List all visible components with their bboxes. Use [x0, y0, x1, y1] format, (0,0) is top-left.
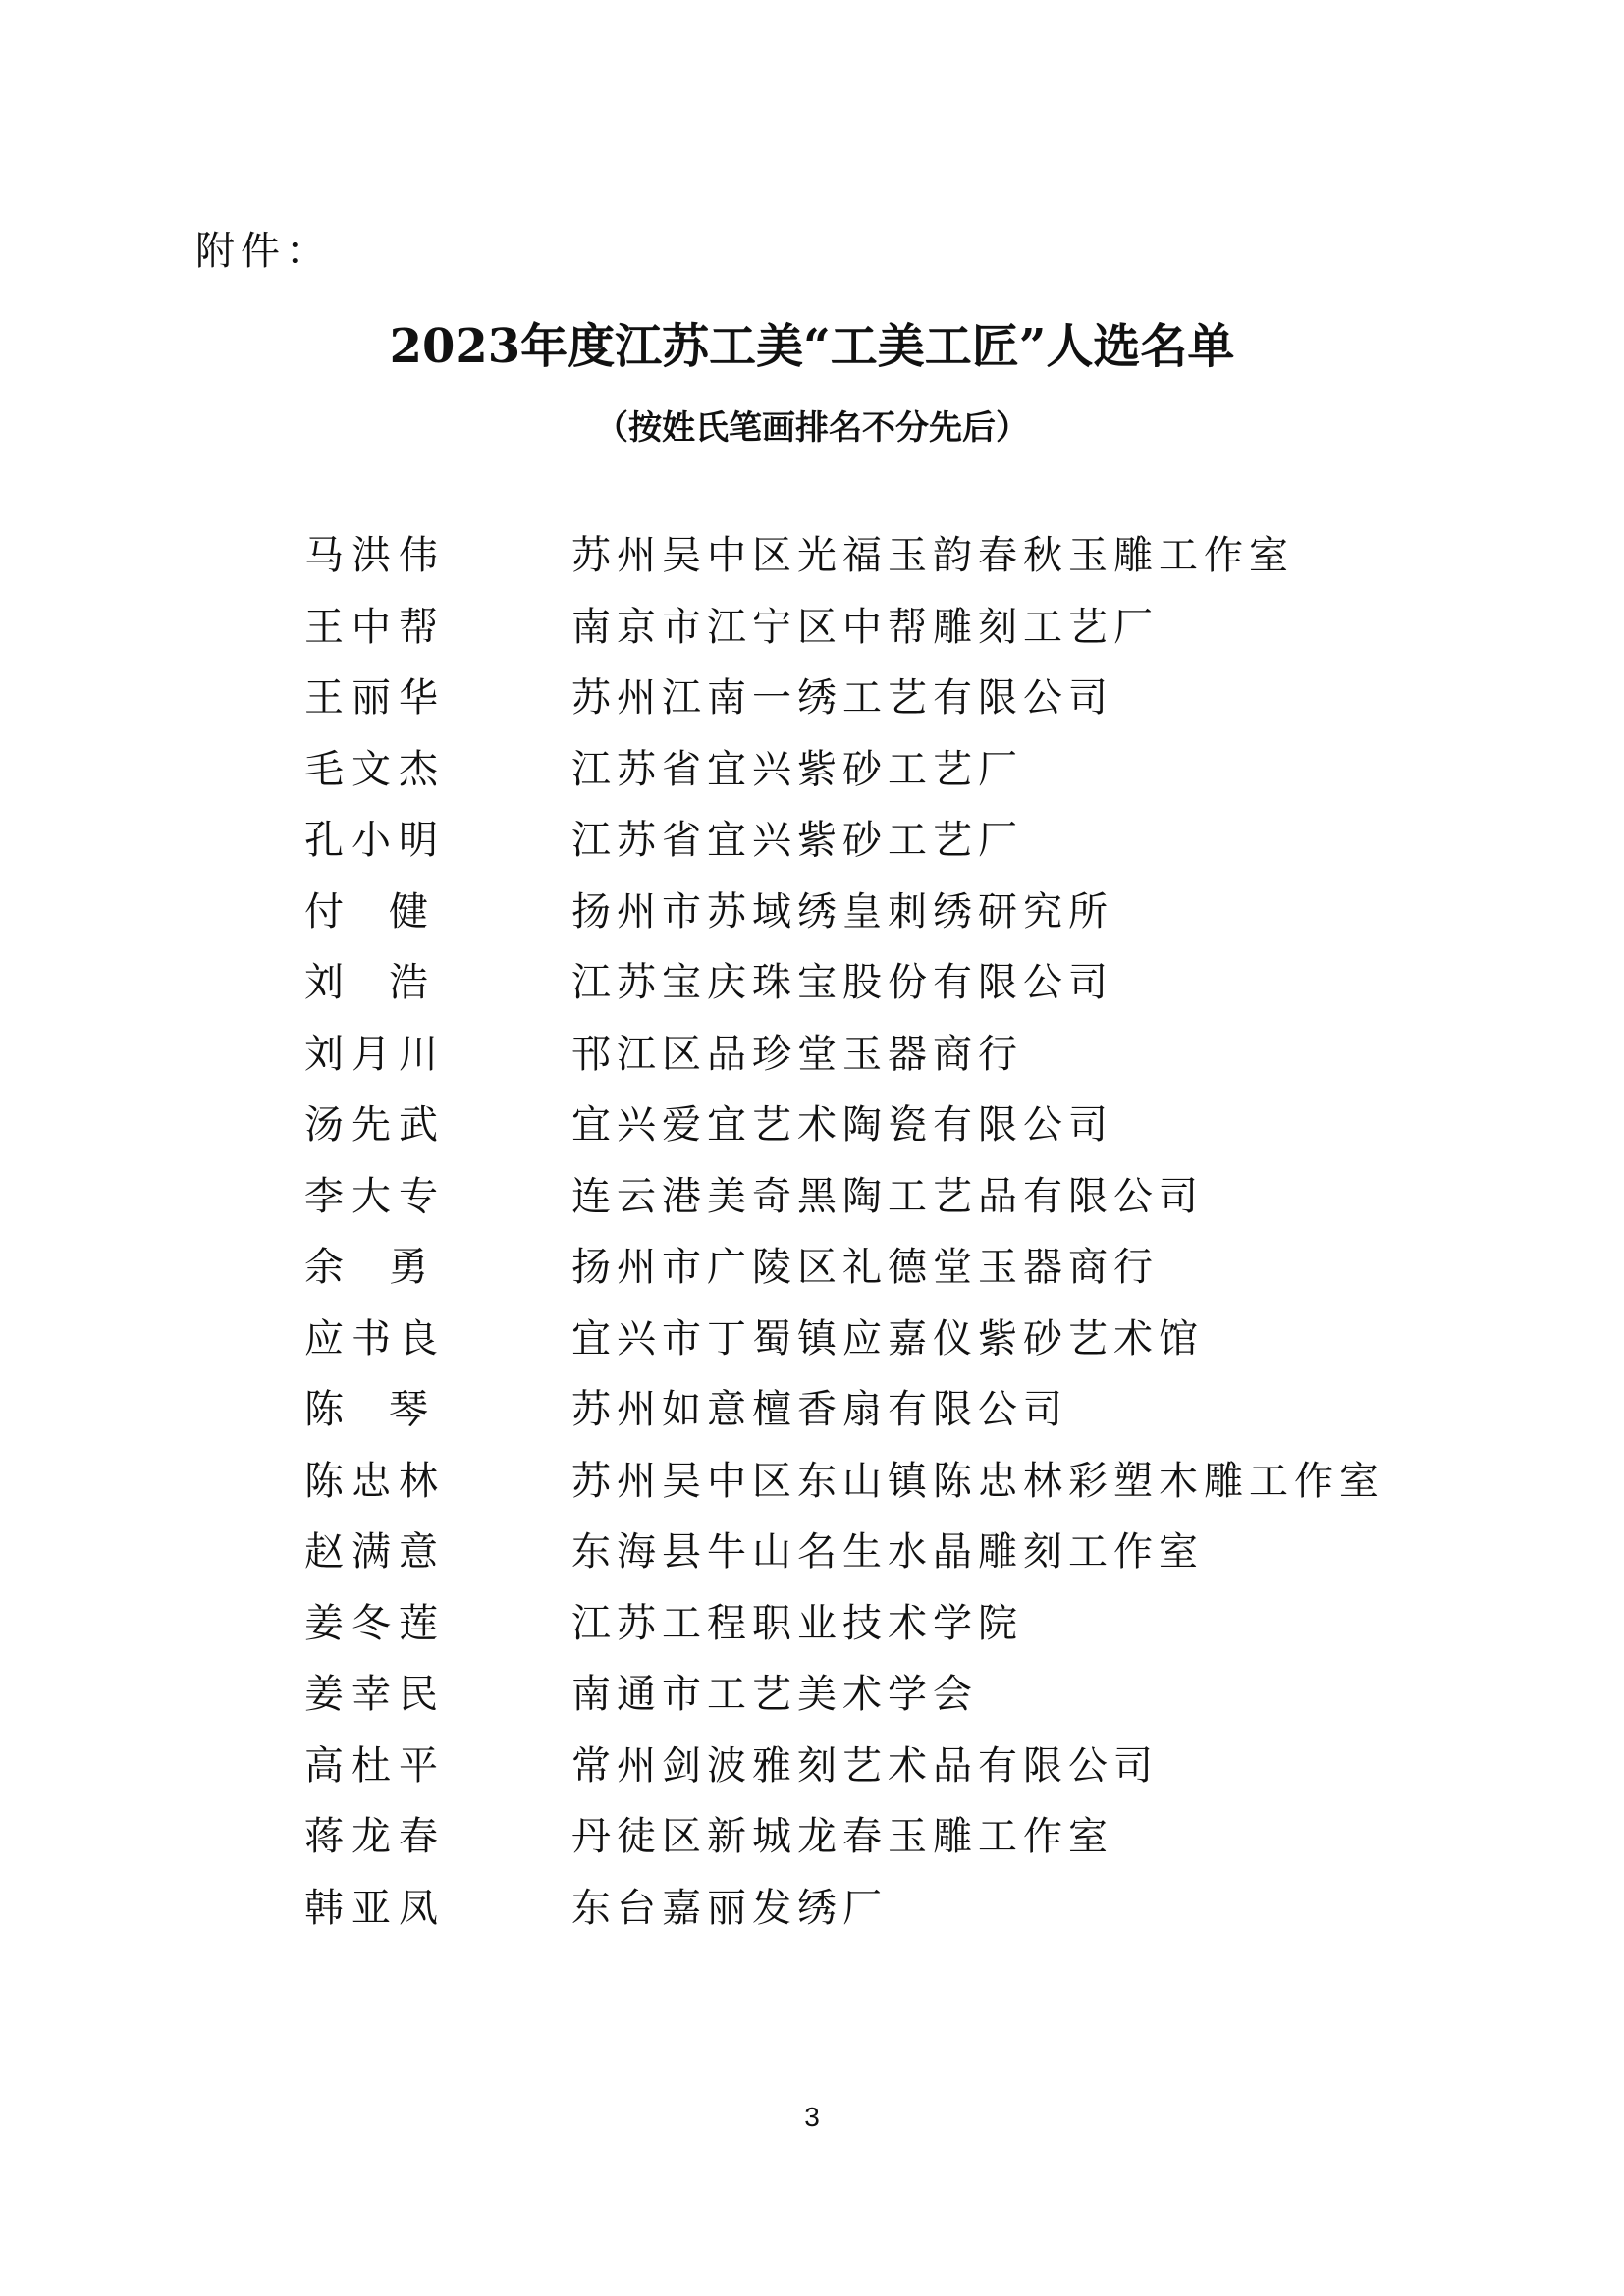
person-name: 姜幸民 [304, 1672, 446, 1717]
list-item [304, 674, 1404, 746]
person-name: 付健 [304, 888, 473, 934]
person-name: 蒋龙春 [304, 1814, 446, 1859]
document-title: 2023年度江苏工美“工美工匠”人选名单 [389, 319, 1235, 374]
list-item [304, 1813, 1404, 1885]
list-item [304, 532, 1404, 604]
person-name: 王丽华 [304, 675, 446, 721]
list-item [304, 959, 1404, 1031]
organization-name: 南京市江宁区中帮雕刻工艺厂 [571, 604, 1159, 650]
list-item [304, 817, 1404, 888]
person-name: 毛文杰 [304, 746, 446, 792]
person-name: 李大专 [304, 1173, 446, 1219]
list-item [304, 888, 1404, 960]
list-item [304, 746, 1404, 818]
person-name: 应书良 [304, 1315, 446, 1362]
person-name: 王中帮 [304, 604, 446, 650]
organization-name: 江苏工程职业技术学院 [571, 1600, 1023, 1646]
list-item [304, 1315, 1404, 1387]
organization-name: 宜兴市丁蜀镇应嘉仪紫砂艺术馆 [571, 1315, 1204, 1362]
organization-name: 邗江区品珍堂玉器商行 [571, 1031, 1023, 1077]
list-item [304, 1671, 1404, 1742]
person-name: 孔小明 [304, 818, 446, 863]
person-name: 余勇 [304, 1245, 473, 1290]
list-item [304, 1600, 1404, 1672]
organization-name: 常州剑波雅刻艺术品有限公司 [571, 1742, 1159, 1789]
organization-name: 连云港美奇黑陶工艺品有限公司 [571, 1173, 1204, 1219]
list-item [304, 1101, 1404, 1173]
list-item [304, 1031, 1404, 1102]
organization-name: 江苏省宜兴紫砂工艺厂 [571, 818, 1023, 863]
person-name: 陈琴 [304, 1387, 473, 1432]
organization-name: 苏州吴中区东山镇陈忠林彩塑木雕工作室 [571, 1458, 1384, 1504]
organization-name: 扬州市广陵区礼德堂玉器商行 [571, 1245, 1159, 1290]
organization-name: 江苏省宜兴紫砂工艺厂 [571, 746, 1023, 792]
organization-name: 苏州吴中区光福玉韵春秋玉雕工作室 [571, 533, 1294, 578]
organization-name: 苏州江南一绣工艺有限公司 [571, 675, 1113, 721]
person-name: 陈忠林 [304, 1458, 446, 1504]
organization-name: 东台嘉丽发绣厂 [571, 1885, 888, 1931]
list-item [304, 1885, 1404, 1956]
person-name: 马洪伟 [304, 533, 446, 578]
organization-name: 江苏宝庆珠宝股份有限公司 [571, 960, 1113, 1005]
list-item [304, 1386, 1404, 1458]
person-name: 高杜平 [304, 1742, 446, 1789]
person-name: 姜冬莲 [304, 1600, 446, 1646]
list-item [304, 1742, 1404, 1814]
list-item [304, 1244, 1404, 1315]
organization-name: 扬州市苏域绣皇刺绣研究所 [571, 888, 1113, 934]
organization-name: 苏州如意檀香扇有限公司 [571, 1387, 1068, 1432]
person-name: 刘月川 [304, 1031, 446, 1077]
candidate-list [304, 532, 1404, 1955]
organization-name: 丹徒区新城龙春玉雕工作室 [571, 1814, 1113, 1859]
list-item [304, 1458, 1404, 1529]
person-name: 刘浩 [304, 960, 473, 1005]
document-subtitle: （按姓氏笔画排名不分先后） [595, 408, 1029, 448]
organization-name: 东海县牛山名生水晶雕刻工作室 [571, 1529, 1204, 1575]
person-name: 汤先武 [304, 1102, 446, 1148]
page-number: 3 [804, 2102, 820, 2132]
person-name: 韩亚凤 [304, 1885, 446, 1931]
list-item [304, 1528, 1404, 1600]
organization-name: 宜兴爱宜艺术陶瓷有限公司 [571, 1102, 1113, 1148]
list-item [304, 1173, 1404, 1245]
attachment-label: 附件： [195, 229, 331, 274]
list-item [304, 604, 1404, 675]
person-name: 赵满意 [304, 1529, 446, 1575]
organization-name: 南通市工艺美术学会 [571, 1672, 978, 1717]
